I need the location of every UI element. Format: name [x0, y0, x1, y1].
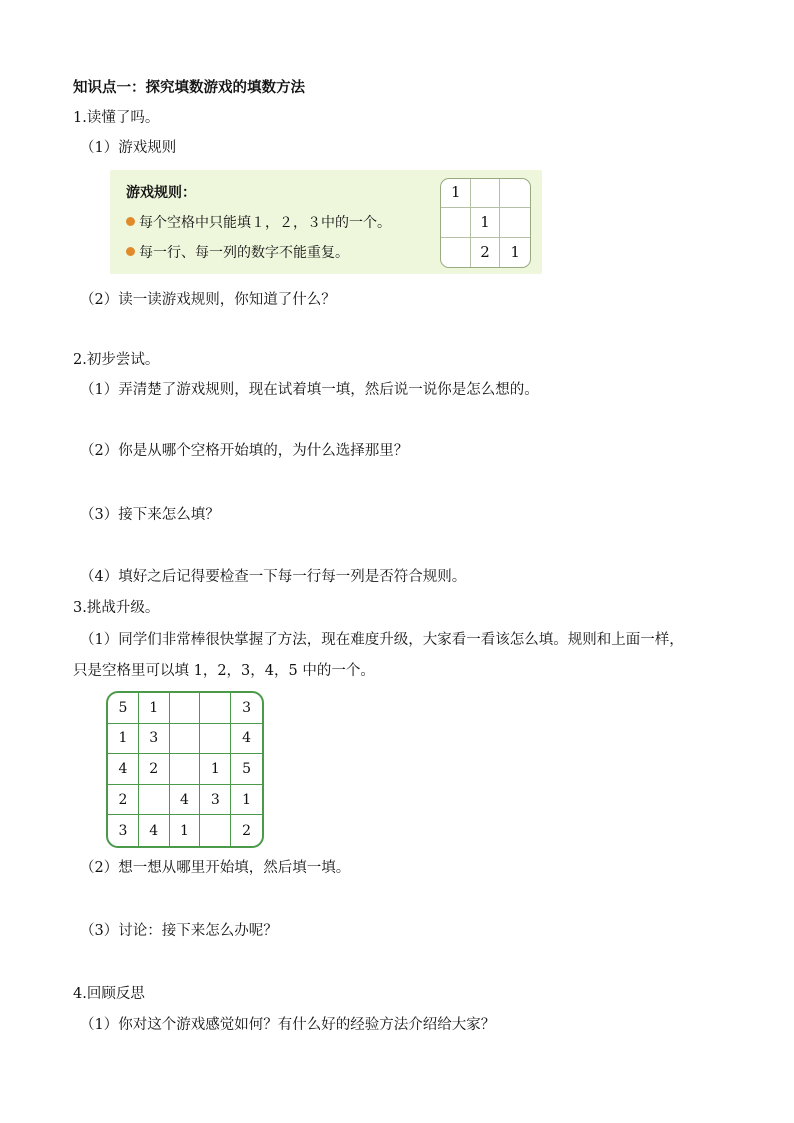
- grid-cell: 1: [510, 243, 520, 262]
- bullet-icon: [126, 217, 135, 226]
- grid-cell: 1: [139, 693, 170, 724]
- rules-title: 游戏规则：: [126, 185, 196, 201]
- rule-1-text: 每个空格中只能填１，２，３中的一个。: [139, 215, 391, 231]
- rule-2: [126, 242, 349, 262]
- grid-cell: 3: [108, 815, 139, 846]
- grid-cell: 4: [170, 785, 201, 816]
- game-rules-box: [110, 170, 542, 274]
- s1-q1: （1）游戏规则: [80, 140, 177, 156]
- s1-q2: （2）读一读游戏规则，你知道了什么？: [80, 292, 336, 308]
- grid-cell: 3: [200, 785, 231, 816]
- grid-cell: 1: [441, 179, 471, 208]
- grid-cell: 4: [139, 815, 170, 846]
- s2-q2: （2）你是从哪个空格开始填的，为什么选择那里？: [80, 443, 409, 459]
- grid-cell: [441, 238, 471, 267]
- grid-cell: 3: [231, 693, 262, 724]
- s3-q2: （2）想一想从哪里开始填，然后填一填。: [80, 860, 351, 876]
- grid-cell: 2: [108, 785, 139, 816]
- s2-title: 2.初步尝试。: [73, 352, 160, 368]
- grid-cell: 2: [242, 822, 252, 839]
- grid-cell: [200, 724, 231, 755]
- grid-cell: 2: [139, 754, 170, 785]
- rule-1: [126, 212, 391, 232]
- s3-q1-line2: 只是空格里可以填 1，2，3，4，5 中的一个。: [73, 663, 375, 679]
- grid-cell: [200, 815, 231, 846]
- s3-q1-line1: （1）同学们非常棒很快掌握了方法，现在难度升级，大家看一看该怎么填。规则和上面一样，: [80, 632, 684, 648]
- example-grid-3x3: [440, 178, 531, 268]
- grid-cell: [170, 754, 201, 785]
- s2-q4: （4）填好之后记得要检查一下每一行每一列是否符合规则。: [80, 569, 467, 585]
- challenge-grid-5x5: [106, 691, 264, 848]
- s2-q1: （1）弄清楚了游戏规则，现在试着填一填，然后说一说你是怎么想的。: [80, 382, 539, 398]
- grid-cell: 1: [231, 785, 262, 816]
- grid-cell: [170, 724, 201, 755]
- bullet-icon: [126, 247, 135, 256]
- s3-title: 3.挑战升级。: [73, 600, 160, 616]
- grid-cell: 4: [231, 724, 262, 755]
- grid-cell: [200, 693, 231, 724]
- s2-q3: （3）接下来怎么填？: [80, 507, 220, 523]
- grid-cell: 5: [231, 754, 262, 785]
- grid-cell: [500, 208, 530, 237]
- grid-cell: [471, 179, 501, 208]
- s4-q1: （1）你对这个游戏感觉如何？有什么好的经验方法介绍给大家？: [80, 1017, 496, 1033]
- grid-cell: 1: [471, 208, 501, 237]
- grid-cell: [170, 693, 201, 724]
- grid-cell: 2: [471, 238, 501, 267]
- grid-cell: [139, 785, 170, 816]
- grid-cell: 4: [108, 754, 139, 785]
- rule-2-text: 每一行、每一列的数字不能重复。: [139, 245, 349, 261]
- grid-cell: 3: [139, 724, 170, 755]
- grid-cell: 1: [200, 754, 231, 785]
- grid-cell: 5: [108, 693, 139, 724]
- s3-q3: （3）讨论：接下来怎么办呢？: [80, 923, 278, 939]
- section-title: 知识点一：探究填数游戏的填数方法: [73, 80, 305, 96]
- s4-title: 4.回顾反思: [73, 986, 145, 1002]
- s1-title: 1.读懂了吗。: [73, 110, 160, 126]
- grid-cell: [441, 208, 471, 237]
- grid-cell: [500, 179, 530, 208]
- grid-cell: 1: [108, 724, 139, 755]
- grid-cell: 1: [170, 815, 201, 846]
